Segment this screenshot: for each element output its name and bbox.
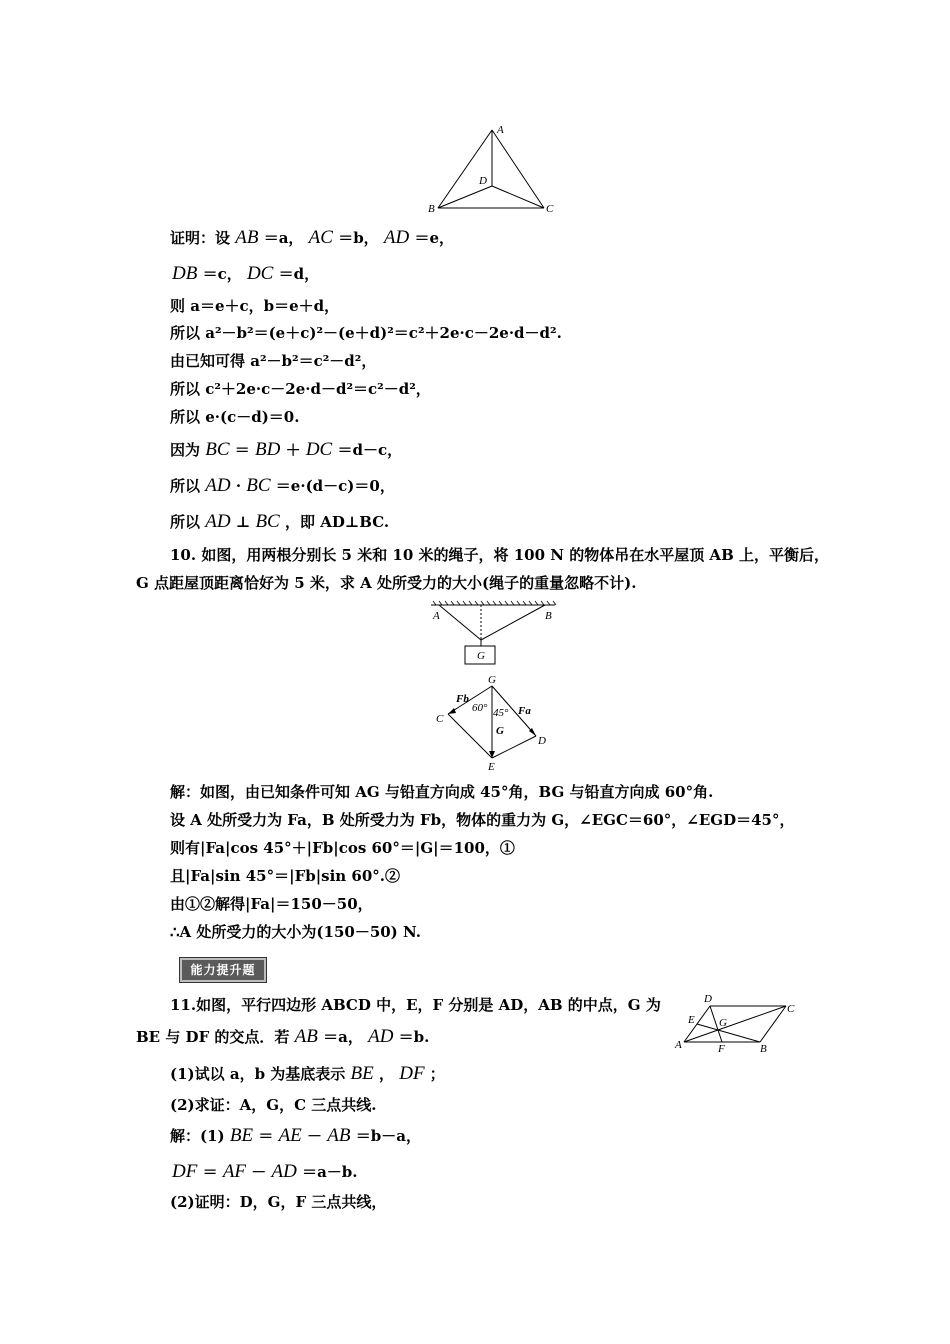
- vector-ae: AE: [278, 1125, 302, 1146]
- label-e: E: [688, 1014, 695, 1026]
- label-f: F: [718, 1043, 725, 1055]
- solution-11-line-2: [172, 1162, 358, 1182]
- question-11-line-1: 11.如图，平行四边形 ABCD 中，E，F 分别是 AD，AB 的中点，G 为: [170, 996, 661, 1014]
- vector-ab: AB: [294, 1026, 318, 1047]
- text: －: [251, 1163, 267, 1181]
- solution-10-line-5: 由①②解得|Fa|＝150－50，: [170, 895, 373, 913]
- vector-dc: DC: [305, 439, 333, 460]
- text: ＝: [258, 1127, 274, 1145]
- label-g-top: G: [488, 674, 496, 686]
- text: ＝e，: [414, 229, 455, 247]
- vector-df: DF: [172, 1161, 198, 1182]
- text: ＝: [202, 1163, 218, 1181]
- proof-line-1: [170, 228, 454, 248]
- question-11-line-3: [170, 1064, 445, 1084]
- solution-10-line-6: ∴A 处所受力的大小为(150－50) N.: [170, 923, 421, 941]
- vector-db: DB: [172, 263, 198, 284]
- vector-ac: AC: [308, 227, 333, 248]
- vector-bc: BC: [205, 439, 230, 460]
- label-fa: Fa: [518, 705, 531, 717]
- text: ＝b－a，: [355, 1127, 421, 1145]
- question-10-line-1: 10. 如图，用两根分别长 5 米和 10 米的绳子，将 100 N 的物体吊在水平屋顶 AB 上，平衡后，: [170, 546, 829, 564]
- vector-be: BE: [229, 1125, 254, 1146]
- question-10-line-2: G 点距屋顶距离恰好为 5 米，求 A 处所受力的大小(绳子的重量忽略不计).: [136, 574, 637, 592]
- text: 因为: [170, 441, 201, 459]
- label-d: D: [538, 735, 546, 747]
- solution-10-line-4: 且|Fa|sin 45°＝|Fb|sin 60°.②: [170, 867, 401, 885]
- text: ＝a－b.: [302, 1163, 358, 1181]
- text: 证明：设: [170, 229, 231, 247]
- text: 所以: [170, 513, 201, 531]
- text: ＝b，: [338, 229, 379, 247]
- question-11-line-4: (2)求证：A，G，C 三点共线.: [170, 1096, 377, 1114]
- label-angle-60: 60°: [472, 702, 488, 714]
- text: (1)试以 a，b 为基底表示: [170, 1065, 346, 1083]
- hanging-weight-figure: [425, 598, 565, 670]
- vector-ad: AD: [205, 475, 231, 496]
- text: ＝d－c，: [337, 441, 403, 459]
- solution-11-line-1: [170, 1126, 421, 1146]
- vector-be: BE: [350, 1063, 374, 1084]
- vector-ab: AB: [327, 1125, 351, 1146]
- solution-10-line-1: 解：如图，由已知条件可知 AG 与铅直方向成 45°角，BG 与铅直方向成 60°角.: [170, 783, 714, 801]
- label-angle-45: 45°: [493, 707, 509, 719]
- label-d: D: [479, 175, 487, 187]
- question-11-line-2: [136, 1027, 429, 1047]
- label-a: A: [433, 610, 440, 622]
- text: ·: [235, 477, 242, 495]
- vector-ad: AD: [368, 1026, 394, 1047]
- label-a: A: [497, 124, 504, 136]
- text: ＋: [285, 441, 301, 459]
- triangle-figure: [420, 120, 560, 220]
- label-a: A: [675, 1039, 682, 1051]
- text: ＝c，: [202, 265, 242, 283]
- text: BE 与 DF 的交点．若: [136, 1028, 290, 1046]
- text: ，: [378, 1065, 394, 1083]
- text: ＝: [234, 441, 250, 459]
- text: 解：(1): [170, 1127, 225, 1145]
- text: 所以: [170, 477, 201, 495]
- proof-line-10: [170, 512, 389, 532]
- vector-ad: AD: [383, 227, 410, 248]
- proof-line-9: [170, 476, 395, 496]
- vector-dc: DC: [246, 263, 274, 284]
- label-d: D: [704, 993, 712, 1005]
- solution-10-line-3: 则有|Fa|cos 45°＋|Fb|cos 60°＝|G|＝100，①: [170, 839, 515, 857]
- label-g: G: [719, 1017, 727, 1029]
- proof-line-4: 所以 a²－b²＝(e＋c)²－(e＋d)²＝c²＋2e·c－2e·d－d².: [170, 324, 562, 342]
- label-e: E: [488, 761, 495, 773]
- proof-line-6: 所以 c²＋2e·c－2e·d－d²＝c²－d²，: [170, 380, 431, 398]
- proof-line-8: [170, 440, 402, 460]
- vector-ad: AD: [205, 511, 231, 532]
- text: ⊥: [235, 513, 251, 531]
- parallelogram-figure: [668, 990, 800, 1056]
- vector-af: AF: [222, 1161, 247, 1182]
- label-c: C: [436, 713, 444, 725]
- label-c: C: [787, 1003, 795, 1015]
- force-diagram-figure: [428, 674, 558, 776]
- text: ＝e·(d－c)＝0，: [275, 477, 395, 495]
- proof-line-2: [172, 264, 319, 284]
- text: ＝a，: [323, 1028, 363, 1046]
- vector-bc: BC: [246, 475, 271, 496]
- proof-line-3: 则 a＝e＋c，b＝e＋d，: [170, 297, 340, 315]
- section-badge: 能力提升题: [180, 958, 266, 982]
- label-fb: Fb: [456, 693, 469, 705]
- label-c: C: [546, 203, 554, 215]
- vector-ad: AD: [271, 1161, 297, 1182]
- proof-line-7: 所以 e·(c－d)＝0.: [170, 408, 300, 426]
- vector-bd: BD: [255, 439, 281, 460]
- label-b: B: [428, 203, 435, 215]
- label-b: B: [760, 1043, 767, 1055]
- text: ＝a，: [263, 229, 304, 247]
- text: ；: [429, 1065, 445, 1083]
- proof-line-5: 由已知可得 a²－b²＝c²－d²，: [170, 352, 377, 370]
- solution-11-line-3: (2)证明：D，G，F 三点共线，: [170, 1193, 387, 1211]
- vector-ab: AB: [235, 227, 259, 248]
- text: ，即 AD⊥BC.: [284, 513, 390, 531]
- label-g: G: [477, 650, 485, 662]
- label-g-vector: G: [496, 725, 504, 737]
- solution-10-line-2: 设 A 处所受力为 Fa，B 处所受力为 Fb，物体的重力为 G，∠EGC＝60°，∠EGD＝45°，: [170, 811, 795, 829]
- label-b: B: [545, 610, 552, 622]
- text: ＝b.: [398, 1028, 430, 1046]
- vector-bc: BC: [255, 511, 280, 532]
- text: －: [307, 1127, 323, 1145]
- vector-df: DF: [399, 1063, 425, 1084]
- text: ＝d，: [278, 265, 320, 283]
